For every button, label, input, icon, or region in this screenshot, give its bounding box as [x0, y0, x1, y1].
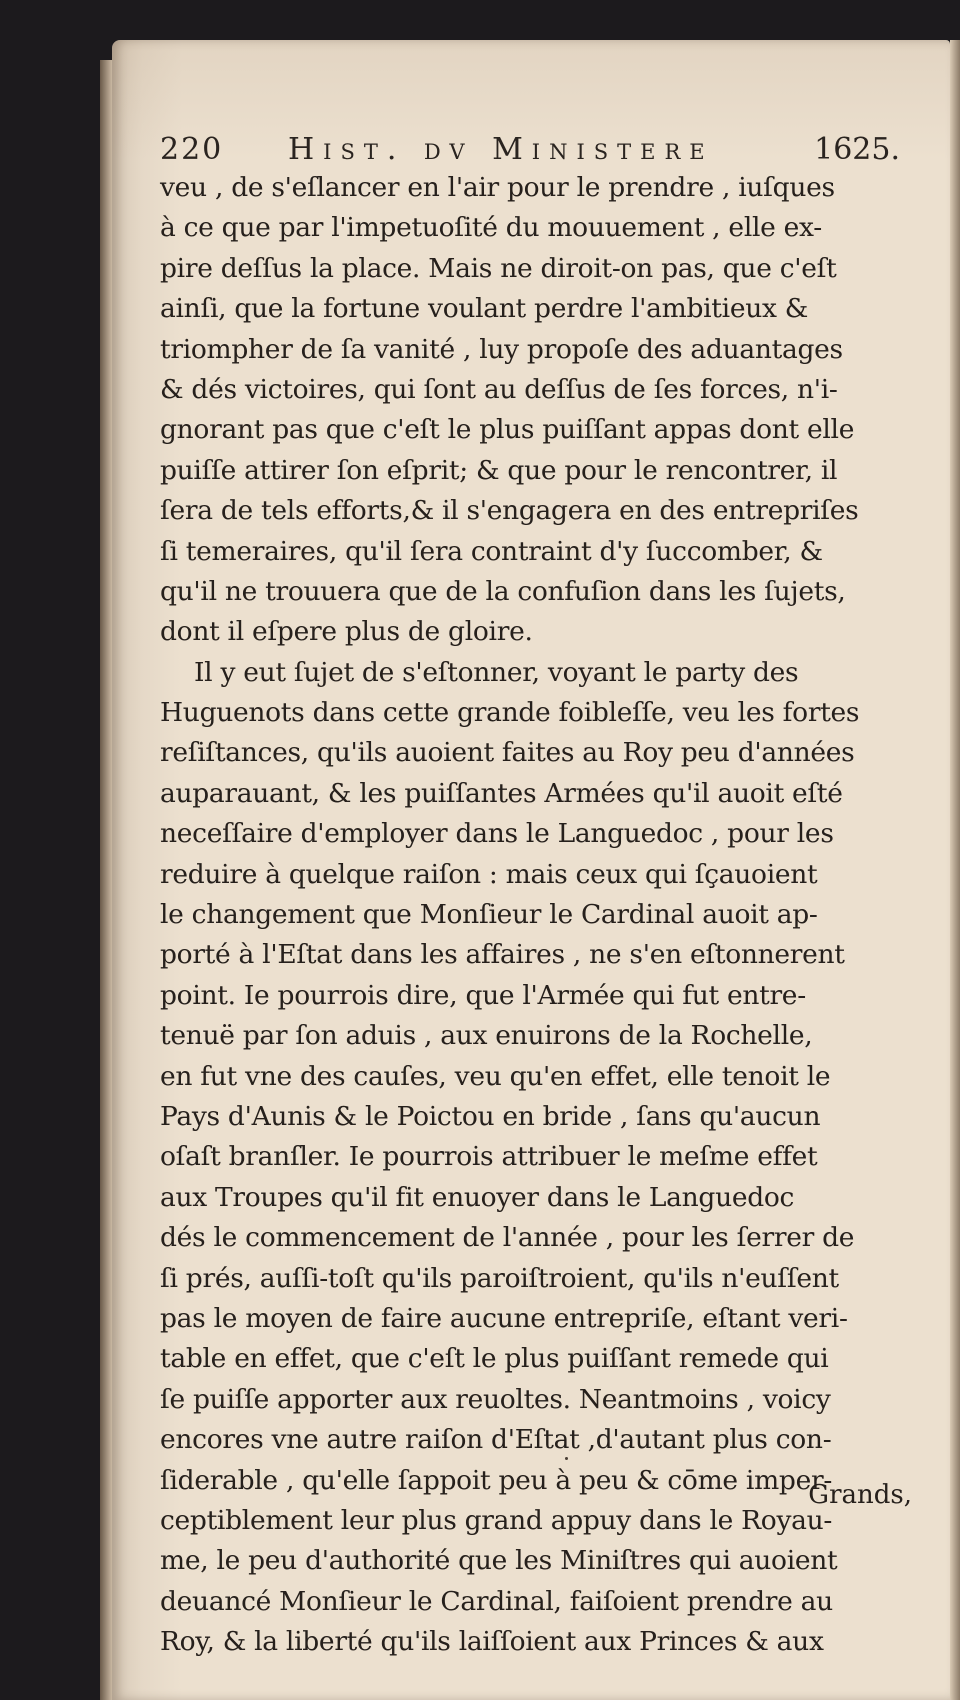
- text-line: pire deſſus la place. Mais ne diroit-on pas, que c'eſt: [160, 252, 837, 284]
- binding-edge: [100, 60, 112, 1700]
- text-line: reſiſtances, qu'ils auoient faites au Roy peu d'années: [160, 737, 855, 769]
- text-line: Pays d'Aunis & le Poictou en bride , ſans qu'aucun: [160, 1100, 821, 1132]
- text-line: ainſi, que la fortune voulant perdre l'ambitieux &: [160, 293, 809, 325]
- text-line: oſaſt branſler. Ie pourrois attribuer le meſme effet: [160, 1141, 818, 1173]
- text-line: tenuë par ſon aduis , aux enuirons de la Rochelle,: [160, 1020, 813, 1052]
- text-line: en fut vne des cauſes, veu qu'en effet, elle tenoit le: [160, 1060, 831, 1092]
- text-line: ſi prés, auſſi-toſt qu'ils paroiſtroient, qu'ils n'euſſent: [160, 1262, 839, 1294]
- running-title: Hist. dv Ministere: [288, 132, 714, 167]
- text-line: qu'il ne trouuera que de la confuſion dans les ſujets,: [160, 575, 846, 607]
- text-line: le changement que Monſieur le Cardinal auoit ap-: [160, 899, 818, 931]
- text-line: triompher de ſa vanité , luy propoſe des aduantages: [160, 333, 843, 365]
- text-line: ſiderable , qu'elle ſappoit peu à peu & cōme imper-: [160, 1464, 832, 1496]
- text-line: reduire à quelque raiſon : mais ceux qui ſçauoient: [160, 858, 818, 890]
- page-header: [160, 132, 900, 172]
- text-line: & dés victoires, qui ſont au deſſus de ſes forces, n'i-: [160, 373, 838, 405]
- text-line: Roy, & la liberté qu'ils laiſſoient aux Princes & aux: [160, 1626, 824, 1658]
- paragraph-start-line: Il y eut ſujet de s'eſtonner, voyant le party des: [194, 656, 799, 688]
- text-line: Huguenots dans cette grande foibleſſe, veu les fortes: [160, 697, 860, 729]
- text-line: table en effet, que c'eſt le plus puiſſant remede qui: [160, 1343, 829, 1375]
- page-fore-edge: [950, 40, 960, 1700]
- text-line: auparauant, & les puiſſantes Armées qu'il auoit eſté: [160, 777, 843, 809]
- text-line: encores vne autre raiſon d'Eſtat ,d'autant plus con-: [160, 1424, 832, 1456]
- text-line: me, le peu d'authorité que les Miniſtres qui auoient: [160, 1545, 838, 1577]
- text-line: ceptiblement leur plus grand appuy dans le Royau-: [160, 1504, 833, 1536]
- text-line: porté à l'Eſtat dans les affaires , ne s'en eſtonnerent: [160, 939, 845, 971]
- text-line: dont il eſpere plus de gloire.: [160, 616, 533, 648]
- ink-fleck: [565, 1457, 568, 1460]
- text-line: dés le commencement de l'année , pour les ſerrer de: [160, 1222, 855, 1254]
- text-line: gnorant pas que c'eſt le plus puiſſant appas dont elle: [160, 414, 855, 446]
- text-line: ſi temeraires, qu'il ſera contraint d'y ſuccomber, &: [160, 535, 823, 567]
- text-line: point. Ie pourrois dire, que l'Armée qui fut entre-: [160, 979, 806, 1011]
- text-line: à ce que par l'impetuoſité du mouuement , elle ex-: [160, 212, 822, 244]
- folio-number: 220: [160, 132, 224, 167]
- text-line: ſe puiſſe apporter aux reuoltes. Neantmoins , voicy: [160, 1383, 831, 1415]
- header-year: 1625.: [814, 132, 900, 167]
- body-text: [160, 168, 930, 1662]
- text-line: veu , de s'eſlancer en l'air pour le prendre , iuſques: [160, 172, 835, 203]
- catchword: Grands,: [808, 1480, 912, 1510]
- text-line: ſera de tels efforts,& il s'engagera en des entrepriſes: [160, 495, 859, 527]
- text-line: pas le moyen de faire aucune entrepriſe, eſtant veri-: [160, 1302, 848, 1334]
- text-line: aux Troupes qu'il fit enuoyer dans le Languedoc: [160, 1181, 795, 1213]
- text-line: neceſſaire d'employer dans le Languedoc , pour les: [160, 818, 834, 850]
- text-line: deuancé Monſieur le Cardinal, faiſoient prendre au: [160, 1585, 833, 1617]
- text-line: puiſſe attirer ſon eſprit; & que pour le rencontrer, il: [160, 454, 838, 486]
